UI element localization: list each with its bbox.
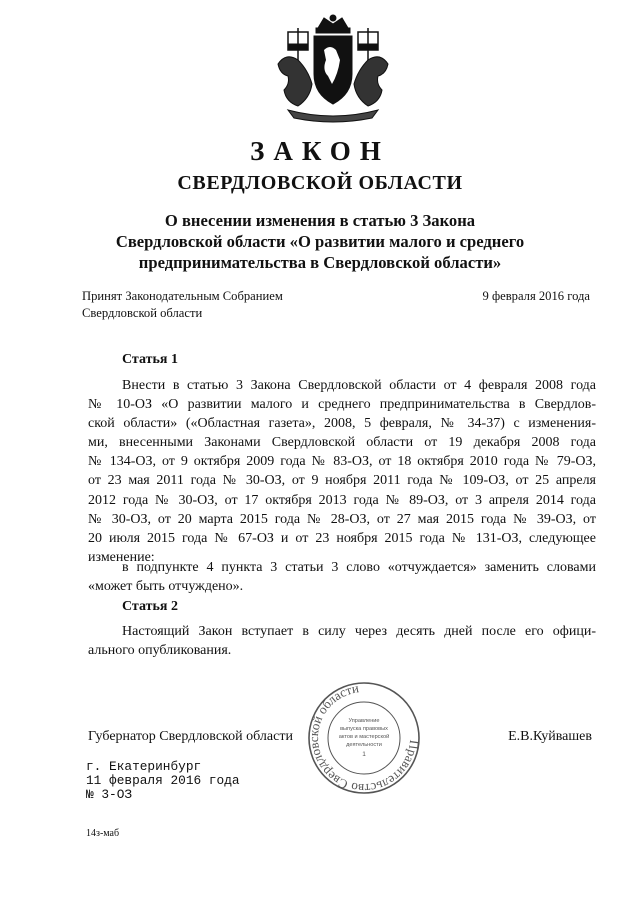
article-2-heading: Статья 2: [122, 599, 178, 614]
adopted-by-line: Свердловской области: [82, 306, 203, 320]
article-1-line: № 134-ОЗ, от 9 октября 2009 года № 83-ОЗ, от 18 октября 2010 года № 79-ОЗ,: [88, 454, 596, 470]
article-2-line: ального опубликования.: [88, 643, 232, 659]
article-1-line: № 10-ОЗ «О развитии малого и среднего предпринимательства в Свердлов-: [88, 397, 596, 413]
article-2-body: [88, 622, 596, 660]
amendment-line: «может быть отчуждено».: [88, 579, 244, 595]
law-subject-line: О внесении изменения в статью 3 Закона: [164, 211, 476, 230]
stamp-ring-text: Правительство Свердловской области: [306, 680, 422, 796]
footer-code: 14з-маб: [86, 828, 120, 839]
adoption-date: 9 февраля 2016 года: [482, 289, 590, 303]
article-1-line: 20 июля 2015 года № 67-ОЗ и от 23 ноября 2015 года № 131-ОЗ, следующее: [88, 530, 596, 546]
article-1-line: № 30-ОЗ, от 20 марта 2015 года № 28-ОЗ, от 27 мая 2015 года № 39-ОЗ, от: [88, 511, 596, 527]
law-subject-line: предпринимательства в Свердловской области»: [138, 253, 502, 272]
article-1-line: ской области» («Областная газета», 2008, 5 февраля, № 34-37) с изменения-: [88, 416, 596, 432]
law-number: № 3-ОЗ: [86, 787, 133, 802]
stamp-center-line: 1: [362, 751, 366, 758]
governor-name: Е.В.Куйвашев: [508, 729, 592, 744]
law-subject: [60, 210, 580, 273]
stamp-center-line: выпуска правовых: [340, 726, 388, 732]
amendment-line: в подпункте 4 пункта 3 статьи 3 слово «отчуждается» заменить словами: [122, 560, 596, 575]
article-1-body: [88, 376, 596, 567]
region-title: СВЕРДЛОВСКОЙ ОБЛАСТИ: [177, 172, 463, 194]
article-1-line: 2012 года № 30-ОЗ, от 17 октября 2013 года № 89-ОЗ, от 3 апреля 2014 года: [88, 492, 596, 508]
stamp-center-line: деятельности: [346, 742, 382, 748]
article-1-line: изменение:: [88, 549, 155, 565]
stamp-center-line: Управление: [348, 718, 380, 724]
signing-place: г. Екатеринбург: [86, 759, 202, 774]
article-1-line: Внести в статью 3 Закона Свердловской области от 4 февраля 2008 года: [122, 378, 596, 393]
article-1-line: ми, внесенными Законами Свердловской области от 19 декабря 2008 года: [88, 435, 596, 451]
law-title: ЗАКОН: [250, 136, 390, 166]
article-1-amendment: [88, 558, 596, 596]
signing-date: 11 февраля 2016 года: [86, 773, 240, 788]
governor-title: Губернатор Свердловской области: [88, 729, 293, 744]
article-1-heading: Статья 1: [122, 352, 178, 367]
article-2-line: Настоящий Закон вступает в силу через десять дней после его офици-: [122, 624, 596, 639]
adopted-by-line: Принят Законодательным Собранием: [82, 289, 283, 303]
official-stamp: [306, 680, 422, 796]
law-subject-line: Свердловской области «О развитии малого и среднего: [115, 232, 525, 251]
article-1-line: от 23 мая 2011 года № 30-ОЗ, от 9 ноября 2011 года № 109-ОЗ, от 25 апреля: [88, 473, 596, 489]
stamp-center-line: актов и мастерской: [338, 734, 390, 740]
coat-of-arms-emblem: [268, 14, 398, 126]
adopted-by: [82, 288, 283, 322]
